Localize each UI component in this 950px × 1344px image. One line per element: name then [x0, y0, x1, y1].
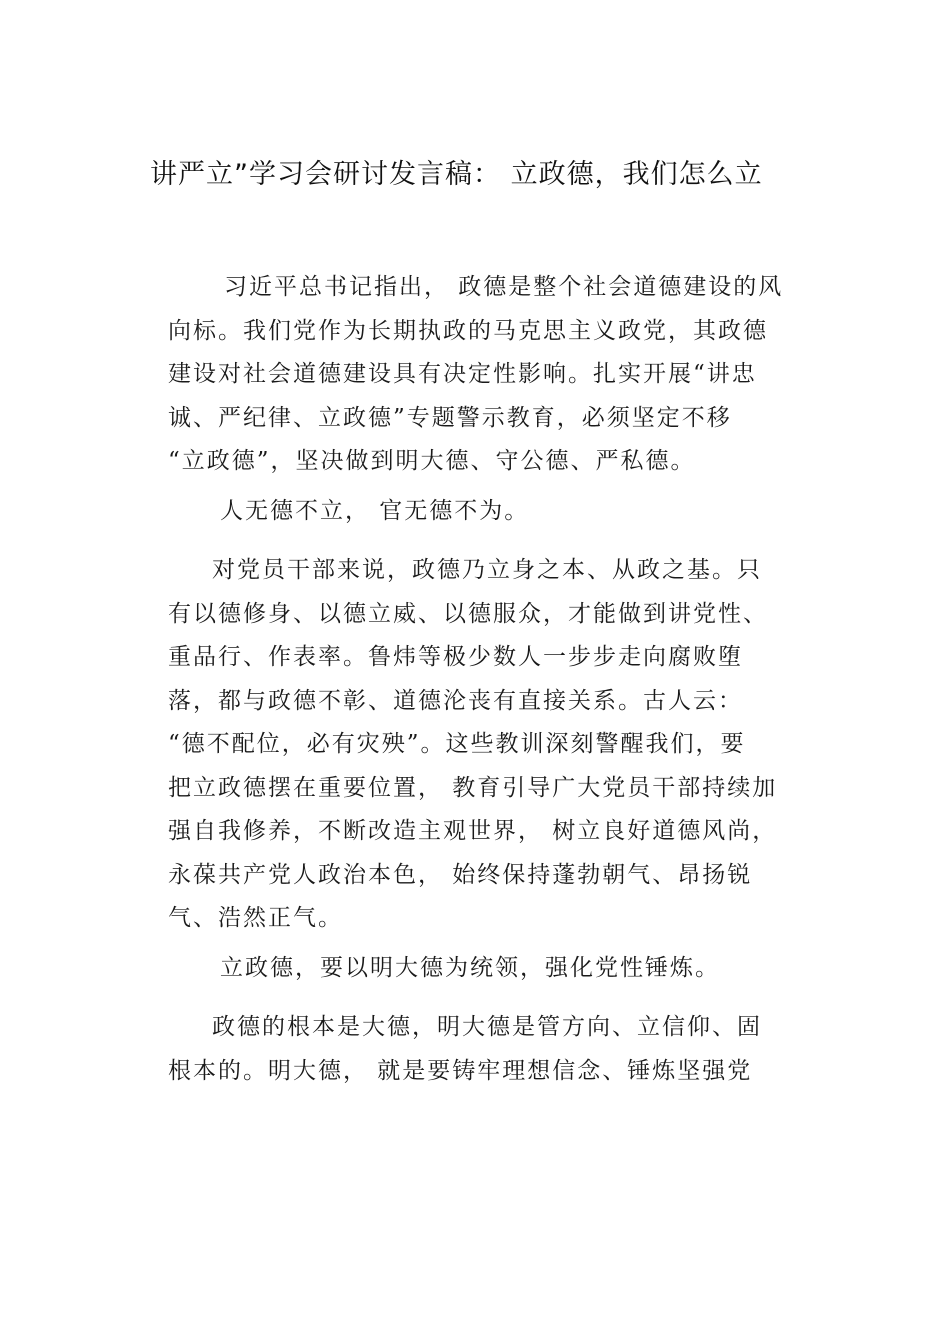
text-line: 习近平总书记指出， 政德是整个社会道德建设的风: [224, 274, 784, 300]
text-line: 把立政德摆在重要位置， 教育引导广大党员干部持续加: [168, 774, 778, 801]
paragraph-1: [168, 266, 784, 484]
text-line: 有以德修身、以德立威、以德服众，才能做到讲党性、: [168, 600, 768, 627]
text-line: 人无德不立， 官无德不为。: [220, 497, 530, 524]
paragraph-3: [168, 549, 784, 941]
paragraph-2: [168, 490, 784, 534]
text-line: 气、浩然正气。: [168, 905, 343, 931]
text-line: 政德的根本是大德，明大德是管方向、立信仰、固: [212, 1014, 762, 1040]
text-line: 对党员干部来说，政德乃立身之本、从政之基。只: [212, 557, 762, 583]
text-line: 强自我修养，不断改造主观世界， 树立良好道德风尚，: [168, 818, 778, 844]
text-line: “立政德”，坚决做到明大德、守公德、严私德。: [168, 448, 696, 474]
paragraph-5: [168, 1006, 784, 1093]
text-line: 立政德，要以明大德为统领，强化党性锤炼。: [220, 954, 720, 981]
text-line: “德不配位，必有灾殃”。这些教训深刻警醒我们，要: [168, 731, 746, 757]
document-body: [168, 266, 784, 1093]
document-title: 讲严立”学习会研讨发言稿： 立政德，我们怎么立: [150, 159, 763, 190]
text-line: 永葆共产党人政治本色， 始终保持蓬勃朝气、昂扬锐: [168, 861, 753, 888]
paragraph-4: [168, 947, 784, 991]
text-line: 向标。我们党作为长期执政的马克思主义政党，其政德: [168, 317, 768, 344]
text-line: 根本的。明大德， 就是要铸牢理想信念、锤炼坚强党: [168, 1057, 753, 1084]
text-line: 重品行、作表率。鲁炜等极少数人一步步走向腐败堕: [168, 644, 743, 670]
text-line: 诚、严纪律、立政德”专题警示教育，必须坚定不移: [168, 404, 732, 431]
text-line: 建设对社会道德建设具有决定性影响。扎实开展“讲忠: [168, 361, 757, 387]
text-line: 落，都与政德不彰、道德沦丧有直接关系。古人云：: [168, 687, 743, 714]
